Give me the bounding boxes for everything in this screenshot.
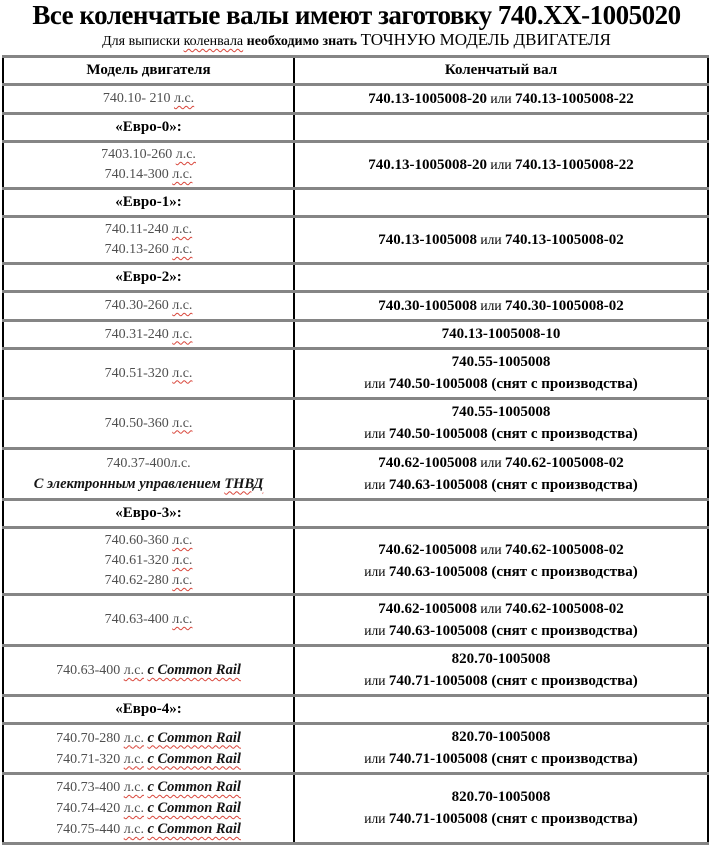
text-line <box>299 787 703 808</box>
text-line <box>299 324 703 345</box>
crankshaft-cell <box>294 142 708 189</box>
subtitle-bold-part: необходимо знать <box>243 34 361 49</box>
text-segment: или <box>364 811 389 826</box>
table-row <box>3 774 708 844</box>
text-segment: 740.30-1005008 <box>378 298 478 314</box>
text-segment: л.с. <box>172 533 193 548</box>
text-segment: 740.30-1005008-02 <box>504 298 624 314</box>
table-header-row <box>3 57 708 85</box>
empty-cell <box>294 189 708 217</box>
crankshaft-cell <box>294 292 708 321</box>
engine-model-cell <box>3 595 294 646</box>
text-segment: или <box>364 623 389 638</box>
crankshaft-cell <box>294 85 708 114</box>
empty-cell <box>294 114 708 142</box>
text-segment: 740.62-1005008 <box>378 542 478 558</box>
text-segment: л.с. <box>172 553 193 568</box>
text-segment: л.с. <box>172 415 193 431</box>
text-segment: л.с. <box>123 730 144 746</box>
text-segment: 740.31-240 <box>104 326 173 342</box>
text-line <box>8 660 289 681</box>
text-segment: л.с. <box>172 365 193 381</box>
text-segment: 740.62-1005008 <box>378 455 478 471</box>
text-line <box>299 561 703 583</box>
crankshaft-cell <box>294 774 708 844</box>
text-line <box>299 620 703 642</box>
crankshaft-cell <box>294 321 708 349</box>
category-row <box>3 264 708 292</box>
text-segment: л.с. <box>172 242 193 257</box>
empty-cell <box>294 264 708 292</box>
text-line <box>299 727 703 748</box>
text-segment: ТНВД <box>224 475 264 492</box>
text-line <box>299 373 703 395</box>
text-segment: 740.50-1005008 (снят с производства) <box>388 426 638 442</box>
table-row <box>3 449 708 500</box>
text-segment: 740.13-1005008-22 <box>514 157 634 173</box>
text-segment: 740.13-1005008-02 <box>504 232 624 248</box>
text-segment: 740.50-360 <box>104 415 173 431</box>
crankshaft-cell <box>294 646 708 696</box>
text-segment: или <box>477 542 505 557</box>
text-segment: 740.71-1005008 (снят с производства) <box>388 811 638 827</box>
text-segment: с Common Rail <box>147 779 241 795</box>
engine-model-cell <box>3 724 294 774</box>
text-segment: 740.50-1005008 (снят с производства) <box>388 376 638 392</box>
text-segment: 740.62-1005008-02 <box>504 601 624 617</box>
text-segment: 740.55-1005008 <box>451 354 551 370</box>
table-row <box>3 595 708 646</box>
text-line <box>299 352 703 373</box>
text-segment: л.с. <box>123 663 144 678</box>
text-line <box>299 539 703 561</box>
text-segment: л.с. <box>172 167 193 182</box>
text-line <box>8 325 289 345</box>
engine-model-cell <box>3 217 294 264</box>
empty-cell <box>294 696 708 724</box>
text-segment: 740.63-1005008 (снят с производства) <box>388 623 638 639</box>
text-line <box>299 808 703 830</box>
engine-model-cell <box>3 142 294 189</box>
text-segment: или <box>477 232 505 247</box>
crankshaft-cell <box>294 217 708 264</box>
subtitle-misspelled-word: коленвала <box>183 34 244 49</box>
text-line <box>8 165 289 185</box>
text-line <box>299 649 703 670</box>
text-segment: 740.62-1005008-02 <box>504 542 624 558</box>
text-line <box>299 402 703 423</box>
text-segment: л.с. <box>123 801 144 816</box>
text-segment: 740.70-280 <box>56 730 124 746</box>
text-line <box>8 777 289 798</box>
text-segment: 740.61-320 <box>104 553 173 568</box>
text-segment: или <box>364 477 389 492</box>
text-segment: с Common Rail <box>147 821 241 837</box>
text-segment: 740.51-320 <box>104 365 173 381</box>
table-row <box>3 292 708 321</box>
crankshaft-table <box>2 55 709 845</box>
text-segment: или <box>487 157 515 172</box>
engine-model-cell <box>3 292 294 321</box>
text-line <box>8 474 289 495</box>
text-segment: л.с. <box>175 147 196 162</box>
text-line <box>299 229 703 251</box>
category-row <box>3 696 708 724</box>
text-segment: с Common Rail <box>147 729 241 746</box>
column-header-engine-model: Модель двигателя <box>3 57 294 85</box>
category-label: «Евро-3»: <box>3 500 294 528</box>
text-segment: 740.63-400 <box>56 663 124 678</box>
engine-model-cell <box>3 321 294 349</box>
engine-model-cell <box>3 349 294 399</box>
table-row <box>3 528 708 595</box>
crankshaft-cell <box>294 449 708 500</box>
category-row <box>3 500 708 528</box>
text-segment: 740.13-260 <box>104 242 173 257</box>
text-segment: 740.30-260 <box>104 298 173 313</box>
text-line <box>8 454 289 474</box>
subtitle-caps-part: ТОЧНУЮ МОДЕЛЬ ДВИГАТЕЛЯ <box>360 30 611 49</box>
text-segment: 740.13-1005008-10 <box>441 326 561 342</box>
text-line <box>8 364 289 384</box>
text-line <box>299 452 703 474</box>
text-line <box>299 474 703 496</box>
text-segment: л.с. <box>172 612 193 627</box>
text-line <box>8 414 289 434</box>
text-segment: 740.73-400 <box>56 780 124 795</box>
text-line <box>299 748 703 770</box>
text-segment: 740.63-1005008 (снят с производства) <box>388 564 638 580</box>
category-label: «Евро-1»: <box>3 189 294 217</box>
text-segment: с Common Rail <box>147 800 241 816</box>
engine-model-cell <box>3 646 294 696</box>
text-line <box>8 220 289 240</box>
text-segment: 740.11-240 <box>104 222 172 237</box>
text-segment: л.с. <box>123 751 144 767</box>
text-segment: или <box>487 91 515 106</box>
table-row <box>3 321 708 349</box>
text-segment: 740.13-1005008 <box>378 232 478 248</box>
text-segment: 740.71-1005008 (снят с производства) <box>388 673 638 689</box>
text-segment: с Common Rail <box>147 662 241 678</box>
text-line <box>299 598 703 620</box>
text-line <box>8 531 289 551</box>
text-segment: 740.62-1005008-02 <box>504 455 624 471</box>
text-segment: С электронным управлением <box>33 475 225 492</box>
text-segment: 740.62-1005008 <box>378 601 478 617</box>
crankshaft-cell <box>294 724 708 774</box>
table-row <box>3 646 708 696</box>
text-line <box>299 423 703 445</box>
text-line <box>299 154 703 176</box>
text-line <box>8 610 289 630</box>
text-line <box>8 728 289 749</box>
engine-model-cell <box>3 85 294 114</box>
text-line <box>8 749 289 770</box>
text-line <box>299 88 703 110</box>
text-segment: л.с. <box>172 298 193 313</box>
text-segment: 740.14-300 <box>104 167 173 182</box>
text-line <box>8 571 289 591</box>
text-segment: л.с. <box>171 222 193 237</box>
crankshaft-cell <box>294 399 708 449</box>
engine-model-cell <box>3 774 294 844</box>
text-line <box>8 240 289 260</box>
text-segment: л.с. <box>172 573 193 588</box>
table-row <box>3 349 708 399</box>
crankshaft-table-body <box>3 85 708 844</box>
text-segment: 740.13-1005008-20 <box>368 91 488 107</box>
text-segment: или <box>364 751 389 766</box>
text-segment: или <box>477 601 505 616</box>
text-line <box>8 819 289 840</box>
text-segment: л.с. <box>172 326 193 342</box>
text-segment: 820.70-1005008 <box>451 789 551 805</box>
text-segment: 740.37-400л.с. <box>106 455 191 471</box>
text-segment: 820.70-1005008 <box>451 651 551 667</box>
text-segment: 740.71-320 <box>56 751 124 767</box>
table-row <box>3 217 708 264</box>
text-line <box>299 295 703 317</box>
table-row <box>3 85 708 114</box>
text-segment: 740.63-1005008 (снят с производства) <box>388 477 638 493</box>
text-segment: л.с. <box>123 780 144 795</box>
text-segment: л.с. <box>173 91 195 106</box>
text-segment: 820.70-1005008 <box>451 729 551 745</box>
text-line <box>8 798 289 819</box>
category-label: «Евро-4»: <box>3 696 294 724</box>
text-line <box>299 670 703 692</box>
engine-model-cell <box>3 528 294 595</box>
text-segment: 740.62-280 <box>104 573 173 588</box>
table-row <box>3 399 708 449</box>
crankshaft-cell <box>294 528 708 595</box>
subtitle <box>0 30 713 51</box>
text-segment: 740.10- 210 <box>102 91 174 106</box>
text-segment: л.с. <box>123 822 144 837</box>
text-segment: или <box>364 673 389 688</box>
category-row <box>3 114 708 142</box>
text-segment: или <box>364 564 389 579</box>
category-label: «Евро-0»: <box>3 114 294 142</box>
engine-model-cell <box>3 399 294 449</box>
engine-model-cell <box>3 449 294 500</box>
empty-cell <box>294 500 708 528</box>
text-segment: 740.71-1005008 (снят с производства) <box>388 751 638 767</box>
text-segment: 740.63-400 <box>104 612 173 627</box>
text-line <box>8 296 289 316</box>
category-row <box>3 189 708 217</box>
text-segment: 740.75-440 <box>56 822 124 837</box>
text-segment: 740.60-360 <box>104 533 173 548</box>
page-title: Все коленчатые валы имеют заготовку 740.ХХ-1005020 <box>32 0 681 30</box>
text-segment: 740.13-1005008-22 <box>514 91 634 107</box>
text-segment: или <box>477 455 505 470</box>
text-segment: или <box>364 376 389 391</box>
crankshaft-cell <box>294 595 708 646</box>
text-segment: или <box>364 426 389 441</box>
text-line <box>8 89 289 109</box>
text-segment: 740.13-1005008-20 <box>368 157 488 173</box>
text-segment: 7403.10-260 <box>101 147 176 162</box>
text-segment: 740.55-1005008 <box>451 404 551 420</box>
table-row <box>3 142 708 189</box>
text-segment: 740.74-420 <box>56 801 124 816</box>
category-label: «Евро-2»: <box>3 264 294 292</box>
text-line <box>8 145 289 165</box>
text-line <box>8 551 289 571</box>
table-row <box>3 724 708 774</box>
subtitle-lead: Для выписки <box>102 34 184 49</box>
text-segment: с Common Rail <box>147 750 241 767</box>
column-header-crankshaft: Коленчатый вал <box>294 57 708 85</box>
crankshaft-cell <box>294 349 708 399</box>
text-segment: или <box>477 298 505 313</box>
